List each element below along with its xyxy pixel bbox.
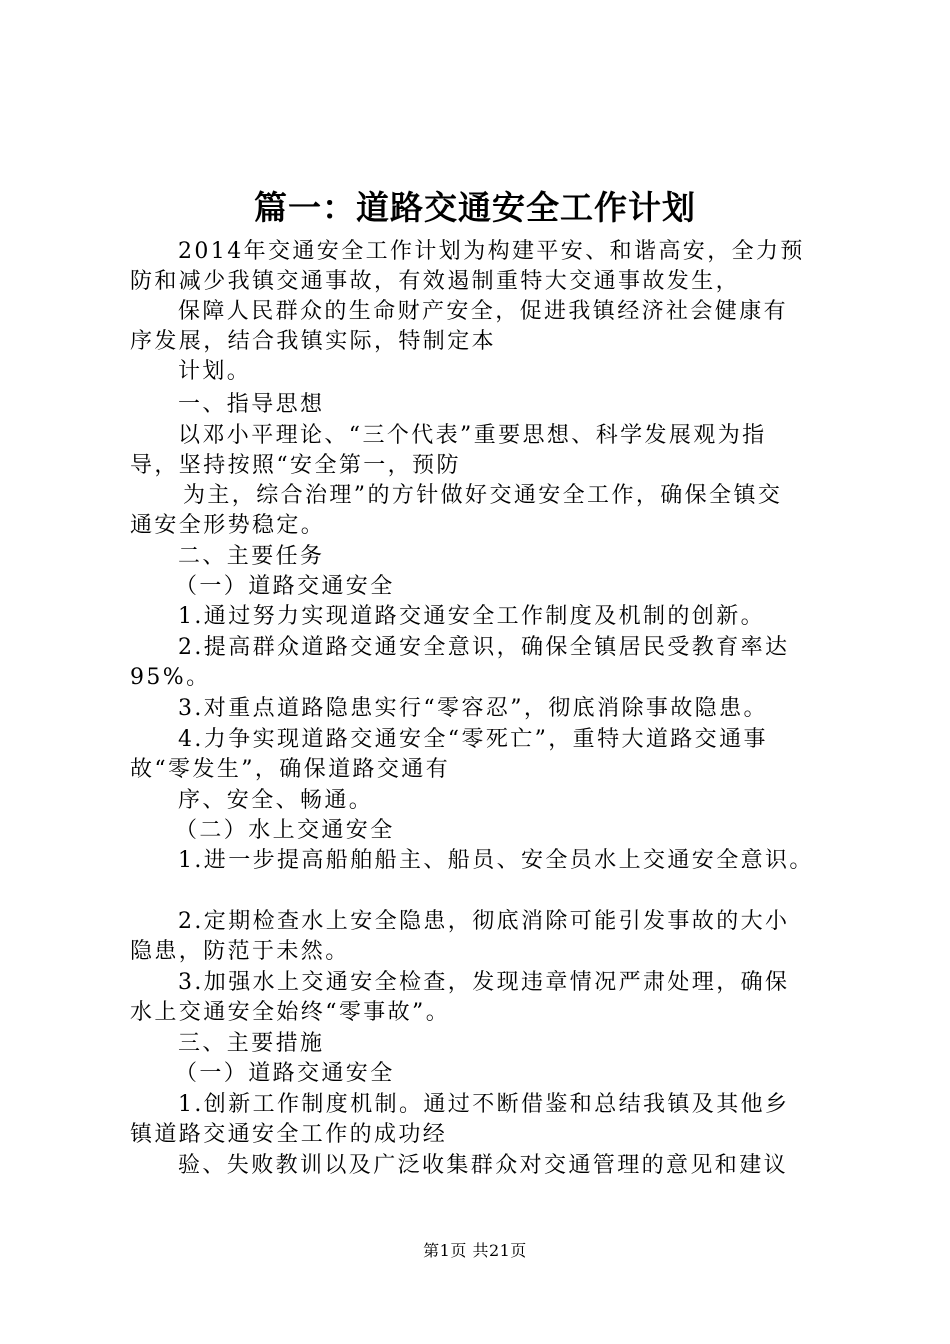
list-item: 3.对重点道路隐患实行“零容忍”，彻底消除事故隐患。 bbox=[178, 696, 768, 721]
paragraph-line: 通安全形势稳定。 bbox=[130, 513, 326, 538]
paragraph-line: 计划。 bbox=[178, 359, 252, 384]
page-number-footer: 第1页 共21页 bbox=[423, 1241, 527, 1260]
list-item: 4.力争实现道路交通安全“零死亡”，重特大道路交通事 bbox=[178, 727, 768, 752]
list-item: 1.通过努力实现道路交通安全工作制度及机制的创新。 bbox=[178, 604, 765, 629]
paragraph-line: 防和减少我镇交通事故，有效遏制重特大交通事故发生， bbox=[130, 269, 741, 294]
section-heading: 三、主要措施 bbox=[178, 1031, 325, 1056]
list-item: 2.定期检查水上安全隐患，彻底消除可能引发事故的大小 bbox=[178, 909, 790, 934]
paragraph-line: 保障人民群众的生命财产安全，促进我镇经济社会健康有 bbox=[178, 299, 789, 324]
list-item-continuation: 隐患，防范于未然。 bbox=[130, 939, 350, 964]
list-item-continuation: 验、失败教训以及广泛收集群众对交通管理的意见和建议 bbox=[178, 1153, 789, 1178]
list-item-continuation: 水上交通安全始终“零事故”。 bbox=[130, 1000, 451, 1025]
list-item-continuation: 故“零发生”，确保道路交通有 bbox=[130, 757, 451, 782]
list-item: 3.加强水上交通安全检查，发现违章情况严肃处理，确保 bbox=[178, 970, 790, 995]
list-item: 2.提高群众道路交通安全意识，确保全镇居民受教育率达 bbox=[178, 635, 790, 660]
paragraph-line: 为主，综合治理”的方针做好交通安全工作，确保全镇交 bbox=[183, 483, 783, 508]
paragraph-line: 导，坚持按照“安全第一，预防 bbox=[130, 453, 461, 478]
list-item-continuation: 序、安全、畅通。 bbox=[178, 788, 374, 813]
list-item-continuation: 95%。 bbox=[130, 665, 211, 690]
section-heading: 二、主要任务 bbox=[178, 544, 325, 569]
subsection-heading: （二）水上交通安全 bbox=[175, 818, 395, 843]
list-item-continuation: 镇道路交通安全工作的成功经 bbox=[130, 1122, 448, 1147]
subsection-heading: （一）道路交通安全 bbox=[175, 574, 395, 599]
paragraph-line: 以邓小平理论、“三个代表”重要思想、科学发展观为指 bbox=[178, 423, 767, 448]
paragraph-line: 2014年交通安全工作计划为构建平安、和谐高安，全力预 bbox=[178, 239, 805, 264]
list-item: 1.进一步提高船舶船主、船员、安全员水上交通安全意识。 bbox=[178, 848, 814, 873]
paragraph-line: 序发展，结合我镇实际，特制定本 bbox=[130, 329, 497, 354]
document-title: 篇一：道路交通安全工作计划 bbox=[254, 188, 696, 227]
section-heading: 一、指导思想 bbox=[178, 392, 325, 417]
subsection-heading: （一）道路交通安全 bbox=[175, 1061, 395, 1086]
list-item: 1.创新工作制度机制。通过不断借鉴和总结我镇及其他乡 bbox=[178, 1092, 790, 1117]
